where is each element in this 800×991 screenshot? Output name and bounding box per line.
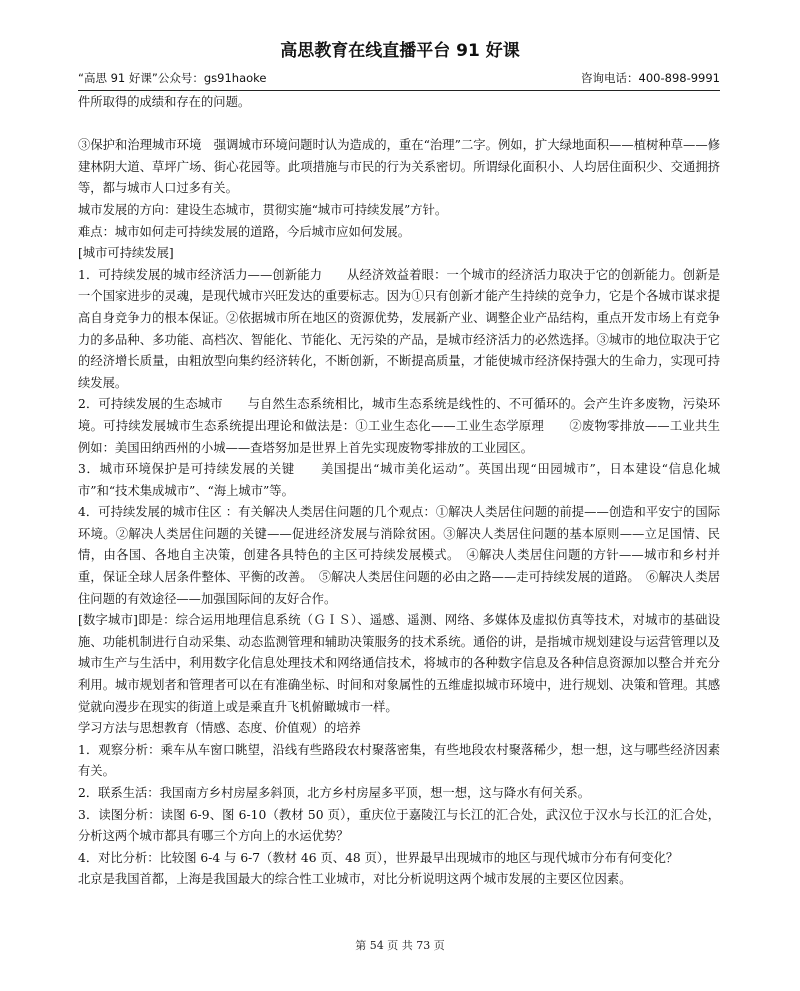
paragraph: [城市可持续发展] [78,246,174,261]
page-header-title: 高思教育在线直播平台 91 好课 [280,41,520,61]
paragraph: 1．可持续发展的城市经济活力——创新能力 从经济效益着眼：一个城市的经济活力取决于它的创新能力。创新是一个国家进步的灵魂，是现代城市兴旺发达的重要标志。因为①只有创新才能产生持续的竞争力，它是个各城市谋求提高自身竞争力的根本保证。②依据城市所在地区的资源优势，发展新产业、调整企业产品结构，重点开发市场上有竞争力的多品种、多功能、高档次、智能化、节能化、无污染的产品，是城市经济活力的必然选择。③城市的地位取决于它的经济增长质量，由粗放型向集约经济转化，不断创新，不断提高质量，才能使城市经济保持强大的生命力，实现可持续发展。 [78,267,720,390]
wechat-account-label: “高思 91 好课”公众号：gs91haoke [78,71,267,85]
paragraph: 城市发展的方向：建设生态城市，贯彻实施“城市可持续发展”方针。 [78,202,448,217]
page-number: 第 54 页 共 73 页 [355,939,445,952]
paragraph: 件所取得的成绩和存在的问题。 [78,95,251,109]
header-info-bar [78,70,720,86]
paragraph: 北京是我国首都，上海是我国最大的综合性工业城市，对比分析说明这两个城市发展的主要区位因素。 [78,872,632,887]
paragraph: 1．观察分析：乘车从车窗口眺望，沿线有些路段农村聚落密集，有些地段农村聚落稀少，想一想，这与哪些经济因素有关。 [78,742,720,779]
blank-line [78,114,720,136]
paragraph: 难点：城市如何走可持续发展的道路，今后城市应如何发展。 [78,224,411,239]
paragraph: 3．读图分析：读图 6-9、图 6-10（教材 50 页），重庆位于嘉陵江与长江的汇合处，武汉位于汉水与长江的汇合处，分析这两个城市都具有哪三个方向上的水运优势？ [78,807,720,844]
phone-contact-label: 咨询电话：400-898-9991 [581,71,720,85]
paragraph: 学习方法与思想教育（情感、态度、价值观）的培养 [78,721,361,736]
paragraph: 3．城市环境保护是可持续发展的关键 美国提出“城市美化运动”。英国出现“田园城市”，日本建设“信息化城市”和“技术集成城市”、“海上城市”等。 [78,462,720,498]
header-divider [78,90,720,91]
paragraph: 4．可持续发展的城市住区 ：有关解决人类居住问题的几个观点：①解决人类居住问题的前提——创造和平安宁的国际环境。②解决人类居住问题的关键——促进经济发展与消除贫困。③解决人类居住问题的基本原则——立足国情、民情，由各国、各地自主决策，创建各具特色的主区可持续发展模式。 ④解决人类居住问题的方针——城市和乡村并重，保证全球人居条件整体、平衡的改善。 ⑤解决人类居住问题的必由之路——走可持续发展的道路。 ⑥解决人类居住问题的有效途径——加强国际间的友好合作。 [78,505,720,606]
paragraph: [数字城市]即是：综合运用地理信息系统（ＧＩＳ）、遥感、遥测、网络、多媒体及虚拟仿真等技术，对城市的基础设施、功能机制进行自动采集、动态监测管理和辅助决策服务的技术系统。通俗的讲，是指城市规划建设与运营管理以及城市生产与生活中，利用数字化信息处理技术和网络通信技术，将城市的各种数字信息及各种信息资源加以整合并充分利用。城市规划者和管理者可以在有准确坐标、时间和对象属性的五维虚拟城市环境中，进行规划、决策和管理。其感觉就向漫步在现实的街道上或是乘直升飞机俯瞰城市一样。 [78,613,720,714]
document-body [78,92,720,891]
paragraph: 2．联系生活：我国南方乡村房屋多斜顶，北方乡村房屋多平顶，想一想，这与降水有何关系。 [78,786,590,800]
paragraph: ③保护和治理城市环境 强调城市环境问题时认为造成的，重在“治理”二字。例如，扩大绿地面积——植树种草——修建林阴大道、草坪广场、街心花园等。此项措施与市民的行为关系密切。所谓绿化面积小、人均居住面积少、交通拥挤等，都与城市人口过多有关。 [78,138,720,196]
paragraph: 4．对比分析：比较图 6-4 与 6-7（教材 46 页、48 页），世界最早出现城市的地区与现代城市分布有何变化？ [78,850,679,865]
paragraph: 2．可持续发展的生态城市 与自然生态系统相比，城市生态系统是线性的、不可循环的。会产生许多废物，污染环境。可持续发展城市生态系统提出理论和做法是：①工业生态化——工业生态学原理 ②废物零排放——工业共生 例如：美国田纳西州的小城——查塔努加是世界上首先实现废物零排放的工业园区。 [78,397,720,455]
